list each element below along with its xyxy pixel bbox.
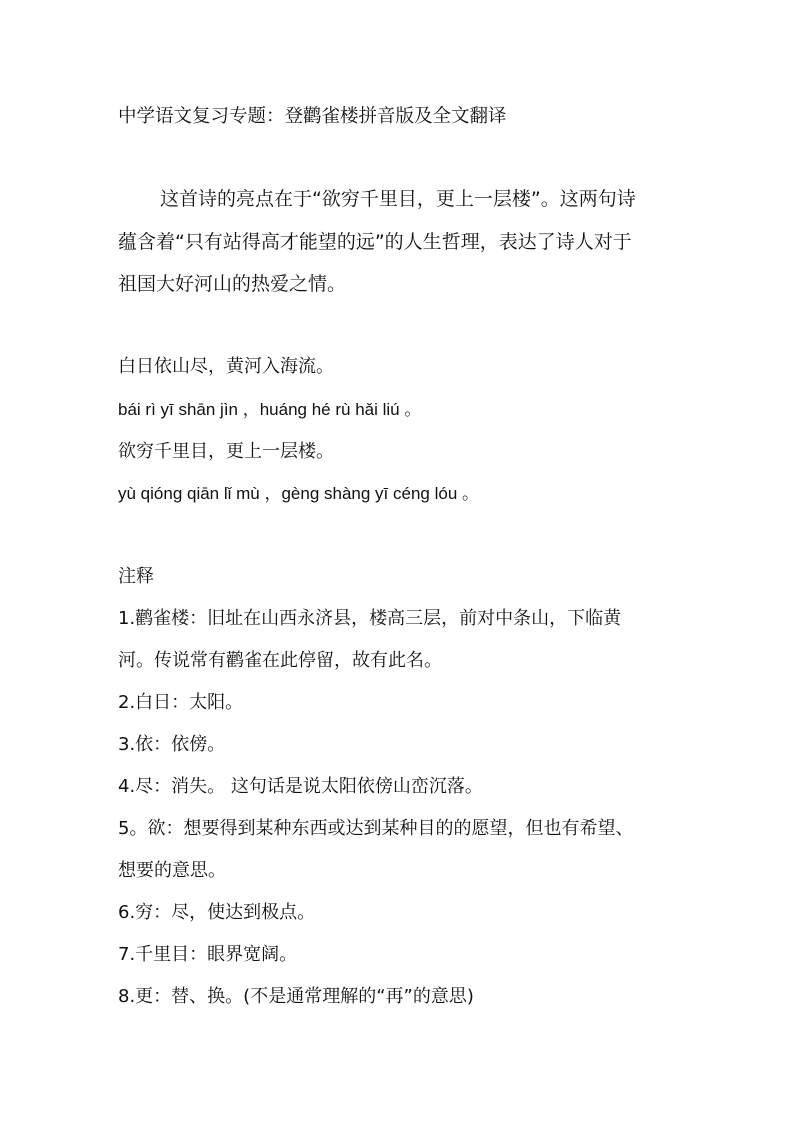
note-1-line-1: 1.鹳雀楼：旧址在山西永济县，楼高三层，前对中条山，下临黄 (118, 608, 622, 629)
poem-pinyin-2: yù qióng qiān lǐ mù ，gèng shàng yī céng lóu 。 (118, 484, 480, 503)
note-4: 4.尽：消失。 这句话是说太阳依傍山峦沉落。 (118, 776, 483, 797)
note-1-line-2: 河。传说常有鹳雀在此停留，故有此名。 (118, 650, 442, 671)
notes-heading: 注释 (118, 566, 154, 587)
poem-pinyin-1: bái rì yī shān jìn ，huáng hé rù hǎi liú 。 (118, 400, 422, 419)
note-5-line-2: 想要的意思。 (118, 860, 226, 881)
note-2: 2.白日：太阳。 (118, 692, 244, 713)
note-5-line-1: 5。欲：想要得到某种东西或达到某种目的的愿望，但也有希望、 (118, 818, 634, 839)
note-7: 7.千里目：眼界宽阔。 (118, 944, 298, 965)
intro-paragraph-line-1: 这首诗的亮点在于“欲穷千里目，更上一层楼”。这两句诗 (160, 188, 636, 210)
intro-paragraph-line-3: 祖国大好河山的热爱之情。 (118, 273, 347, 295)
poem-line-1: 白日依山尽，黄河入海流。 (118, 356, 334, 377)
note-8: 8.更：替、换。(不是通常理解的“再”的意思) (118, 986, 474, 1007)
poem-line-2: 欲穷千里目，更上一层楼。 (118, 441, 334, 462)
document-title: 中学语文复习专题：登鹳雀楼拼音版及全文翻译 (118, 106, 507, 127)
note-3: 3.依：依傍。 (118, 734, 226, 755)
intro-paragraph-line-2: 蕴含着“只有站得高才能望的远”的人生哲理，表达了诗人对于 (118, 231, 632, 253)
note-6: 6.穷：尽，使达到极点。 (118, 902, 316, 923)
